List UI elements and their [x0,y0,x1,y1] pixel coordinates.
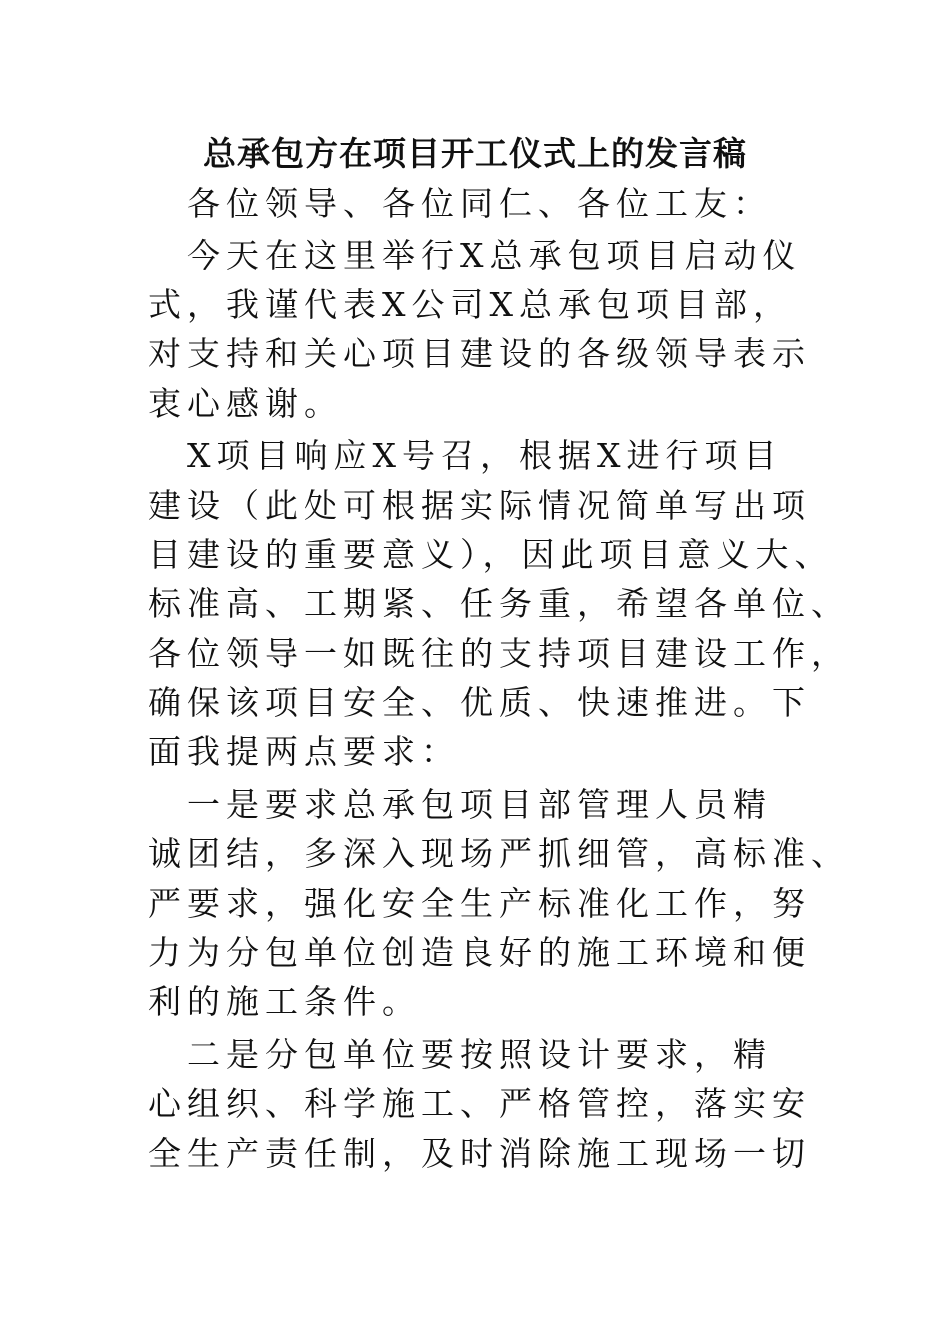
paragraph-line: 确保该项目安全、优质、快速推进。下 [148,683,811,722]
paragraph-line: 各位领导、各位同仁、各位工友： [148,184,772,223]
paragraph-line: 标准高、工期紧、任务重，希望各单位、 [148,584,850,623]
paragraph-line: 对支持和关心项目建设的各级领导表示 [148,334,811,373]
paragraph-line: 各位领导一如既往的支持项目建设工作， [148,634,850,673]
paragraph-line: 面我提两点要求： [148,732,460,771]
paragraph-line: 利的施工条件。 [148,982,421,1021]
paragraph-line: 今天在这里举行X总承包项目启动仪 [148,236,802,275]
paragraph-line: 建设（此处可根据实际情况简单写出项 [148,486,811,525]
paragraph-line: 诚团结，多深入现场严抓细管，高标准、 [148,834,850,873]
document-title: 总承包方在项目开工仪式上的发言稿 [203,134,747,173]
paragraph-line: 式，我谨代表X公司X总承包项目部， [148,285,792,324]
paragraph-line: 目建设的重要意义），因此项目意义大、 [148,535,834,574]
paragraph-line: 全生产责任制，及时消除施工现场一切 [148,1134,811,1173]
paragraph-line: 衷心感谢。 [148,384,343,423]
paragraph-line: 严要求，强化安全生产标准化工作，努 [148,884,811,923]
paragraph-line: 一是要求总承包项目部管理人员精 [148,785,772,824]
paragraph-line: 二是分包单位要按照设计要求，精 [148,1035,772,1074]
paragraph-line: X项目响应X号召，根据X进行项目 [148,436,783,475]
paragraph-line: 力为分包单位创造良好的施工环境和便 [148,933,811,972]
paragraph-line: 心组织、科学施工、严格管控，落实安 [148,1084,811,1123]
